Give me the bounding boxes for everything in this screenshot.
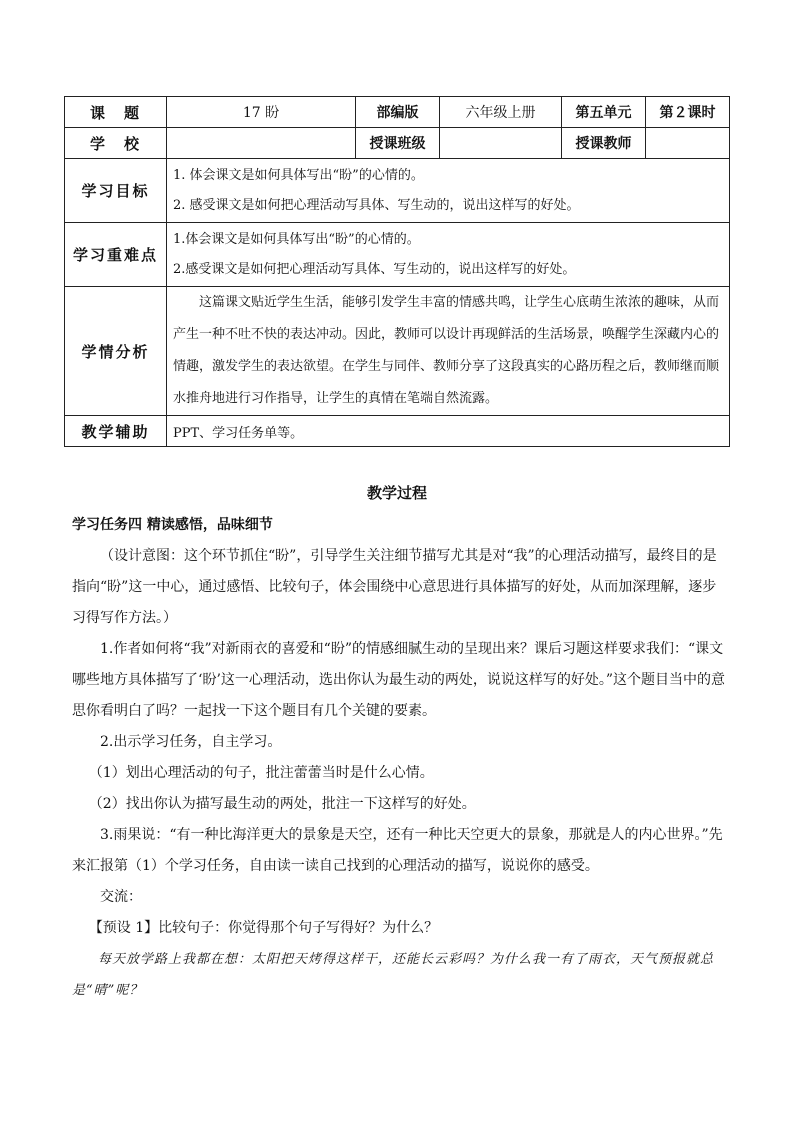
- keypoint-item: 1.体会课文是如何具体写出“盼”的心情的。: [173, 231, 420, 247]
- quoted-sentence: 每天放学路上我都在想：太阳把天烤得这样干，还能长云彩吗？为什么我一有了雨衣，天气预报就总是“晴”呢？: [72, 952, 715, 998]
- topic-value: 17 盼: [167, 97, 356, 128]
- school-value: [167, 128, 356, 159]
- table-row: [65, 287, 730, 416]
- step-1: 1.作者如何将“我”对新雨衣的喜爱和“盼”的情感细腻生动的呈现出来？课后习题这样要求我们：“课文哪些地方具体描写了‘盼’这一心理活动，选出你认为最生动的两处，说说这样写的好处。”这个题目当中的意思你看明白了吗？一起找一下这个题目有几个关键的要素。: [72, 641, 726, 719]
- topic-label: 课 题: [65, 97, 167, 128]
- process-title: 教学过程: [366, 484, 427, 502]
- process-content: [72, 510, 730, 1006]
- table-row: [65, 223, 730, 287]
- goal-item: 1. 体会课文是如何具体写出“盼”的心情的。: [173, 167, 424, 183]
- class-value: [440, 128, 562, 159]
- preset-1: 【预设 1】比较句子：你觉得那个句子写得好？为什么？: [88, 920, 439, 936]
- teacher-value: [646, 128, 730, 159]
- step-2: 2.出示学习任务，自主学习。: [100, 734, 282, 750]
- edition-cell: 部编版: [356, 97, 440, 128]
- keypoints-cell: [167, 223, 730, 287]
- lesson-cell: 第２课时: [646, 97, 730, 128]
- exchange-label: 交流：: [100, 889, 142, 905]
- step-3: 3.雨果说：“有一种比海洋更大的景象是天空，还有一种比天空更大的景象，那就是人的内心世界。”先来汇报第（1）个学习任务，自由读一读自己找到的心理活动的描写，说说你的感受。: [72, 827, 723, 874]
- analysis-cell: 这篇课文贴近学生生活，能够引发学生丰富的情感共鸣，让学生心底萌生浓浓的趣味，从而产生一种不吐不快的表达冲动。因此，教师可以设计再现鲜活的生活场景，唤醒学生深藏内心的情趣，激发学生的表达欲望。在学生与同伴、教师分享了这段真实的心路历程之后，教师继而顺水推舟地进行习作指导，让学生的真情在笔端自然流露。: [167, 287, 730, 416]
- grade-cell: 六年级上册: [440, 97, 562, 128]
- goal-item: 2. 感受课文是如何把心理活动写具体、写生动的，说出这样写的好处。: [173, 197, 580, 213]
- keypoint-item: 2.感受课文是如何把心理活动写具体、写生动的，说出这样写的好处。: [173, 261, 576, 277]
- step-2-a: （1）划出心理活动的句子，批注蕾蕾当时是什么心情。: [88, 765, 434, 781]
- lesson-info-table: [64, 96, 730, 447]
- goals-cell: [167, 159, 730, 223]
- step-2-b: （2）找出你认为描写最生动的两处，批注一下这样写的好处。: [88, 796, 476, 812]
- table-row: [65, 416, 730, 447]
- unit-cell: 第五单元: [562, 97, 646, 128]
- aids-label: 教学辅助: [65, 416, 167, 447]
- school-label: 学 校: [65, 128, 167, 159]
- goals-label: 学习目标: [65, 159, 167, 223]
- keypoints-label: 学习重难点: [65, 223, 167, 287]
- aids-cell: PPT、学习任务单等。: [167, 416, 730, 447]
- task-heading: 学习任务四 精读感悟，品味细节: [72, 517, 273, 533]
- design-intent: （设计意图：这个环节抓住“盼”，引导学生关注细节描写尤其是对“我”的心理活动描写，最终目的是指向“盼”这一中心，通过感悟、比较句子，体会围绕中心意思进行具体描写的好处，从而加深理解，逐步习得写作方法。）: [72, 548, 717, 626]
- analysis-label: 学情分析: [65, 287, 167, 416]
- teacher-label: 授课教师: [562, 128, 646, 159]
- table-row: [65, 159, 730, 223]
- class-label: 授课班级: [356, 128, 440, 159]
- table-row: [65, 128, 730, 159]
- table-row: [65, 97, 730, 128]
